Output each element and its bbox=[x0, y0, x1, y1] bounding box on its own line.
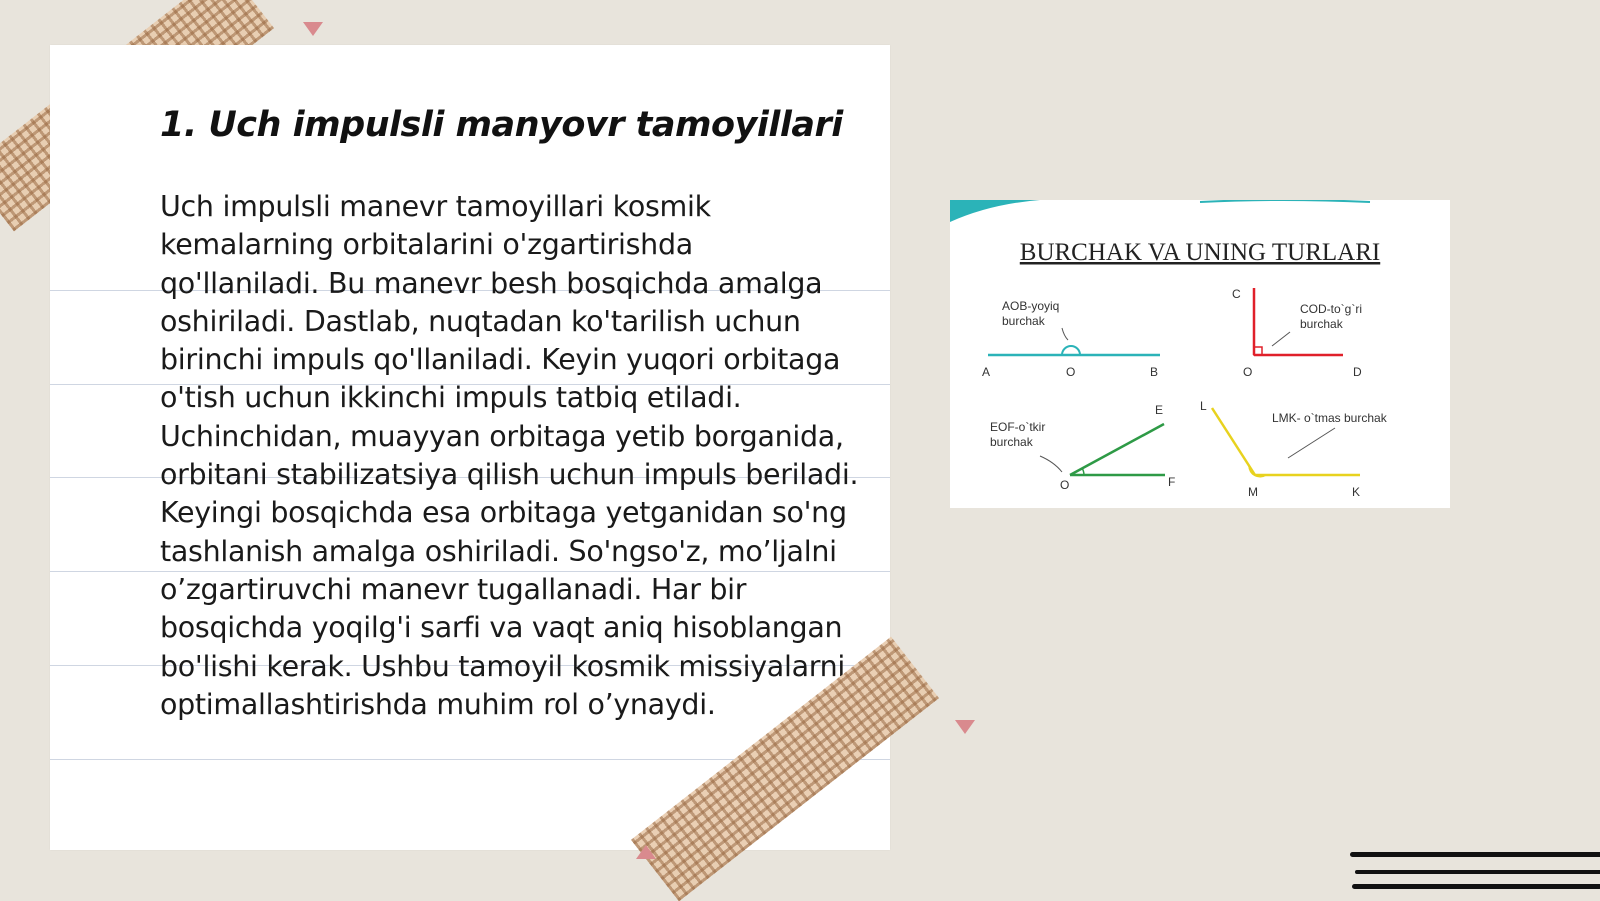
figure-accent-line bbox=[1200, 200, 1370, 202]
straight-angle-caption: burchak bbox=[1002, 314, 1045, 328]
pointer-arrow bbox=[1288, 428, 1335, 458]
point-label-f: F bbox=[1168, 475, 1176, 489]
angle-types-diagram bbox=[950, 200, 1450, 508]
figure-accent-shape bbox=[950, 200, 1040, 222]
point-label-c: C bbox=[1232, 287, 1241, 301]
pointer-arrow bbox=[1062, 328, 1068, 340]
point-label-l: L bbox=[1200, 399, 1207, 413]
straight-angle-caption: AOB-yoyiq bbox=[1002, 299, 1060, 313]
point-label-m: M bbox=[1248, 485, 1258, 499]
point-label-o: O bbox=[1066, 365, 1076, 379]
decorative-brush-stroke bbox=[1355, 870, 1600, 874]
obtuse-angle-ray bbox=[1212, 408, 1255, 475]
decorative-brush-stroke bbox=[1352, 884, 1600, 889]
angle-types-figure bbox=[950, 200, 1450, 508]
obtuse-angle-caption: LMK- o`tmas burchak bbox=[1272, 411, 1387, 425]
point-label-b: B bbox=[1150, 365, 1159, 379]
acute-angle-caption: EOF-o`tkir bbox=[990, 420, 1046, 434]
acute-angle-caption: burchak bbox=[990, 435, 1033, 449]
note-paper bbox=[50, 45, 890, 850]
straight-angle-arc bbox=[1062, 346, 1080, 355]
point-label-o: O bbox=[1060, 478, 1070, 492]
figure-heading: BURCHAK VA UNING TURLARI bbox=[1019, 239, 1381, 266]
point-label-a: A bbox=[982, 365, 991, 379]
pin-icon bbox=[955, 720, 975, 734]
right-angle-caption: COD-to`g`ri bbox=[1300, 302, 1362, 316]
point-label-o: O bbox=[1243, 365, 1253, 379]
point-label-k: K bbox=[1352, 485, 1361, 499]
acute-angle-ray bbox=[1070, 424, 1164, 475]
right-angle-caption: burchak bbox=[1300, 317, 1343, 331]
pointer-arrow bbox=[1040, 456, 1062, 472]
pointer-arrow bbox=[1272, 332, 1290, 346]
pin-icon bbox=[636, 845, 656, 859]
slide-body-text: Uch impulsli manevr tamoyillari kosmik kemalarning orbitalarini o'zgartirishda qo'llaniladi. Bu manevr besh bosqichda amalga oshiriladi. Dastlab, nuqtadan ko'tarilish uchun birinchi impuls qo'llaniladi. Keyin yuqori orbitaga o'tish uchun ikkinchi impuls tatbiq etiladi. Uchinchidan, muayyan orbitaga yetib borganida, orbitani stabilizatsiya qilish uchun impuls beriladi. Keyingi bosqichda esa orbitaga yetganidan so'ng tashlanish amalga oshiriladi. So'ngso'z, mo’ljalni o’zgartiruvchi manevr tugallanadi. Har bir bosqichda yoqilg'i sarfi va vaqt aniq hisoblangan bo'lishi kerak. Ushbu tamoyil kosmik missiyalarni optimallashtirishda muhim rol o’ynaydi. bbox=[160, 190, 859, 721]
pin-icon bbox=[303, 22, 323, 36]
slide-title: 1. Uch impulsli manyovr tamoyillari bbox=[160, 105, 843, 145]
point-label-d: D bbox=[1353, 365, 1362, 379]
point-label-e: E bbox=[1155, 403, 1164, 417]
decorative-brush-stroke bbox=[1350, 852, 1600, 857]
